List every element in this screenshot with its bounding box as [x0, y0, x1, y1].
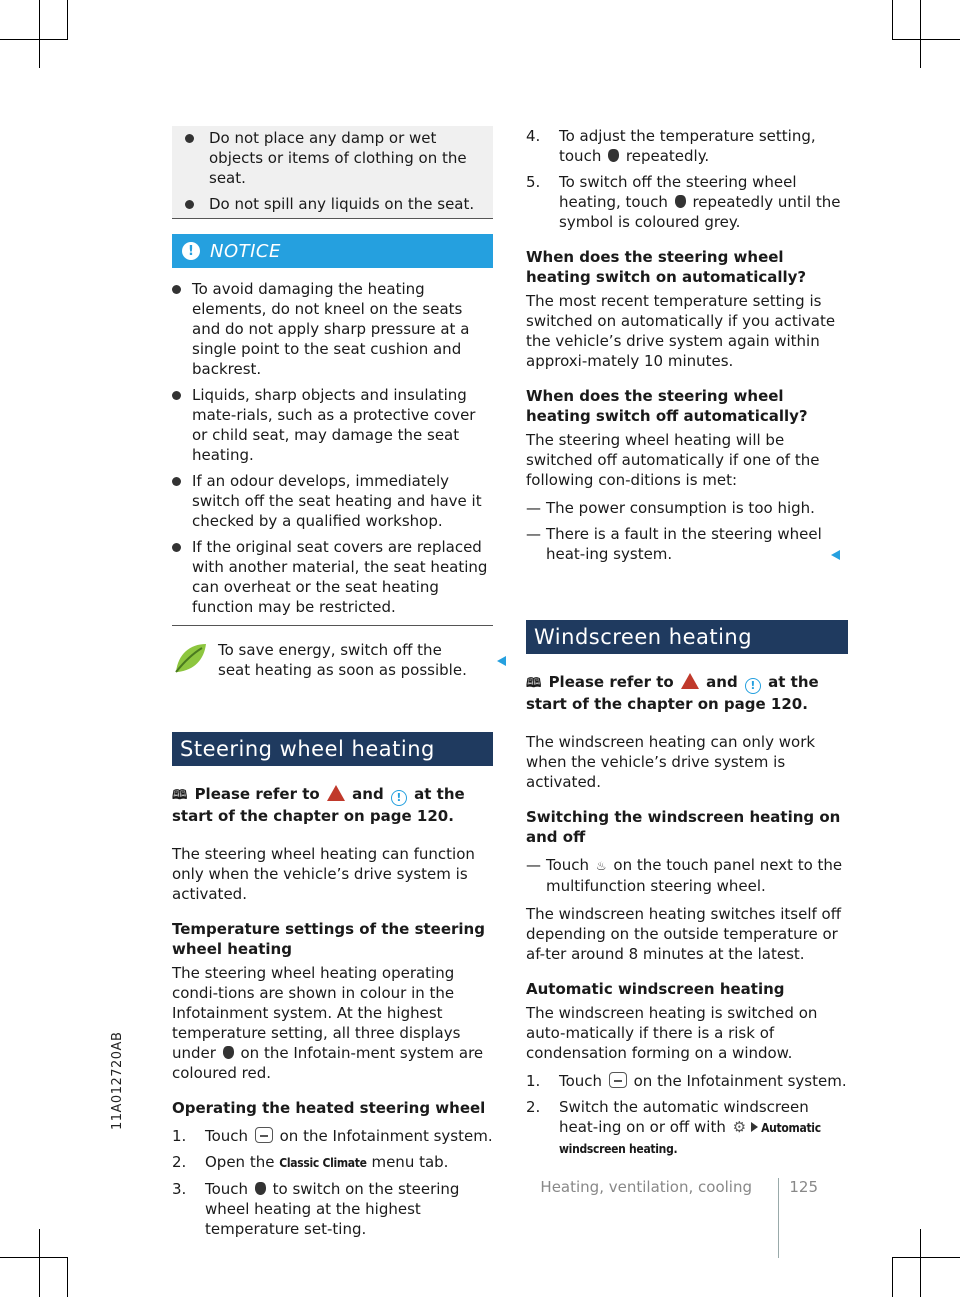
eco-tip — [172, 640, 493, 680]
notice-body — [172, 279, 493, 626]
crop-mark — [39, 1229, 40, 1297]
crop-mark — [0, 1257, 68, 1258]
step-item: 2. Switch the automatic windscreen heat-ing on or off with ⚙ Automatic windscreen heating. — [526, 1098, 821, 1156]
document-code: 11A012720AB — [110, 1031, 125, 1130]
text-run: To adjust the temperature setting, touch — [559, 127, 816, 165]
notice-bullet: If the original seat covers are replaced with another material, the seat heating can overheat or the seat heating function may be restricted. — [172, 537, 493, 617]
text-run: Open the — [205, 1153, 275, 1171]
footer-section: Heating, ventilation, cooling — [540, 1178, 752, 1196]
step-item: 1. Touch on the Infotainment system. — [526, 1072, 847, 1090]
condition-item: — The power consumption is too high. — [526, 499, 815, 517]
climate-button-icon — [609, 1072, 627, 1088]
right-column — [526, 126, 848, 1165]
ref-text: Please refer to — [548, 673, 674, 691]
step-item: 2. Open the Classic Climate menu tab. — [172, 1153, 449, 1171]
warning-bullet: Do not place any damp or wet objects or items of clothing on the seat. — [182, 128, 483, 188]
steering-heat-icon — [675, 195, 686, 208]
crop-mark — [39, 0, 40, 68]
notice-header — [172, 234, 493, 268]
subheading-switching: Switching the windscreen heating on and off — [526, 808, 841, 846]
book-icon: 🕮 — [526, 676, 542, 691]
auto-on-text: The most recent temperature setting is switched on automatically if you activate the vehicle’s drive system again within approxi-mately 10 minutes. — [526, 292, 836, 370]
notice-circle-icon: ! — [391, 790, 407, 806]
steering-heat-icon — [608, 149, 619, 162]
text-run: Touch — [559, 1072, 603, 1090]
text-run: on the Infotainment system. — [279, 1127, 493, 1145]
section-heading-windscreen: Windscreen heating — [526, 620, 848, 654]
gear-icon: ⚙ — [732, 1118, 747, 1136]
climate-button-icon — [255, 1127, 273, 1143]
crop-mark — [893, 39, 960, 40]
step-item: 5. To switch off the steering wheel heating, touch repeatedly until the symbol is coloured grey. — [526, 173, 841, 231]
notice-bullet: To avoid damaging the heating elements, do not kneel on the seats and do not apply sharp pressure at a single point to the seat cushion and backrest. — [172, 279, 493, 379]
warning-bullet: Do not spill any liquids on the seat. — [182, 194, 483, 214]
step-item: 4. To adjust the temperature setting, touch repeatedly. — [526, 127, 816, 165]
ref-text: at the start of the chapter on page 120. — [526, 673, 819, 713]
warning-triangle-icon — [681, 673, 699, 689]
subheading-auto-on: When does the steering wheel heating switch on automatically? — [526, 248, 807, 286]
steering-heat-icon — [223, 1046, 234, 1059]
windscreen-intro: The windscreen heating can only work when the vehicle’s drive system is activated. — [526, 733, 816, 791]
text-run: Switch the automatic windscreen heat-ing on or off with — [559, 1098, 809, 1136]
crop-mark — [0, 39, 68, 40]
text-run: on the touch panel next to the multifunction steering wheel. — [546, 856, 843, 895]
text-run: To switch off the steering wheel heating, touch — [559, 173, 797, 211]
section-end-mark — [831, 550, 840, 560]
step-item: 1. Touch on the Infotainment system. — [172, 1127, 493, 1145]
text-run: Touch — [205, 1127, 249, 1145]
menu-tab-label: Classic Climate — [279, 1156, 367, 1170]
crop-mark — [67, 0, 68, 40]
arrow-right-icon — [751, 1122, 758, 1132]
switch-off-text: The windscreen heating switches itself off depending on the outside temperature or af-ter around 8 minutes at the latest. — [526, 905, 842, 963]
crop-mark — [892, 1257, 893, 1297]
ref-text: and — [706, 673, 738, 691]
chapter-reference — [526, 672, 848, 714]
subheading-auto-windscreen: Automatic windscreen heating — [526, 980, 785, 998]
crop-mark — [920, 0, 921, 68]
warning-triangle-icon — [327, 785, 345, 801]
crop-mark — [892, 0, 893, 40]
text-run: menu tab. — [371, 1153, 449, 1171]
crop-mark — [67, 1257, 68, 1297]
ref-text: Please refer to — [194, 785, 320, 803]
ref-text: at the start of the chapter on page 120. — [172, 785, 465, 825]
text-run: on the Infotainment system. — [633, 1072, 847, 1090]
step-item: 3. Touch to switch on the steering wheel heating at the highest temperature set-ting. — [172, 1180, 460, 1238]
page-number: 125 — [789, 1178, 818, 1196]
notice-icon: ! — [182, 242, 200, 260]
eco-tip-text: To save energy, switch off the seat heating as soon as possible. — [218, 641, 467, 679]
ref-text: and — [352, 785, 384, 803]
text-run: Touch — [546, 856, 590, 874]
subheading-temperature: Temperature settings of the steering wheel heating — [172, 920, 485, 958]
text-run: There is a fault in the steering wheel heat-ing system. — [546, 525, 822, 563]
text-run: repeatedly. — [625, 147, 710, 165]
subheading-auto-off: When does the steering wheel heating switch off automatically? — [526, 387, 808, 425]
book-icon: 🕮 — [172, 788, 188, 803]
chapter-reference — [172, 784, 493, 826]
crop-mark — [920, 1229, 921, 1297]
steering-intro: The steering wheel heating can function only when the vehicle’s drive system is activated. — [172, 845, 475, 903]
condition-item: — There is a fault in the steering wheel heat-ing system. — [526, 524, 848, 564]
text-run: The steering wheel heating operating condi-tions are shown in colour in the Infotainment system. At the highest temperature setting, all three displays under — [172, 964, 461, 1062]
text-run: Touch — [205, 1180, 249, 1198]
auto-off-text: The steering wheel heating will be switched off automatically if one of the following con-ditions is met: — [526, 431, 820, 489]
windscreen-heat-icon: ♨ — [595, 859, 607, 873]
notice-bullet: If an odour develops, immediately switch off the seat heating and have it checked by a qualified workshop. — [172, 471, 493, 531]
crop-mark — [893, 1257, 960, 1258]
warning-box — [172, 126, 493, 219]
steering-heat-icon — [255, 1182, 266, 1195]
auto-windscreen-text: The windscreen heating is switched on auto-matically if there is a risk of condensation forming on a window. — [526, 1004, 818, 1062]
notice-title: NOTICE — [210, 240, 281, 262]
temperature-text — [172, 963, 493, 1083]
text-run: The power consumption is too high. — [546, 499, 815, 517]
section-end-mark — [497, 656, 506, 666]
text-run: to switch on the steering wheel heating at the highest temperature set-ting. — [205, 1180, 460, 1238]
notice-circle-icon: ! — [745, 678, 761, 694]
subheading-operating: Operating the heated steering wheel — [172, 1099, 486, 1117]
leaf-icon — [172, 640, 208, 676]
footer-rule — [778, 1178, 779, 1258]
page-footer — [520, 1178, 820, 1198]
menu-path-label: Automatic windscreen heating. — [559, 1121, 821, 1156]
text-run: repeatedly until the symbol is coloured grey. — [559, 193, 841, 231]
left-column — [172, 126, 493, 1245]
instruction-item: — Touch ♨ on the touch panel next to the multifunction steering wheel. — [526, 856, 843, 895]
notice-bullet: Liquids, sharp objects and insulating mate-rials, such as a protective cover or child seat, may damage the seat heating. — [172, 385, 493, 465]
text-run: on the Infotain-ment system are coloured red. — [172, 1044, 484, 1082]
section-heading-steering: Steering wheel heating — [172, 732, 493, 766]
